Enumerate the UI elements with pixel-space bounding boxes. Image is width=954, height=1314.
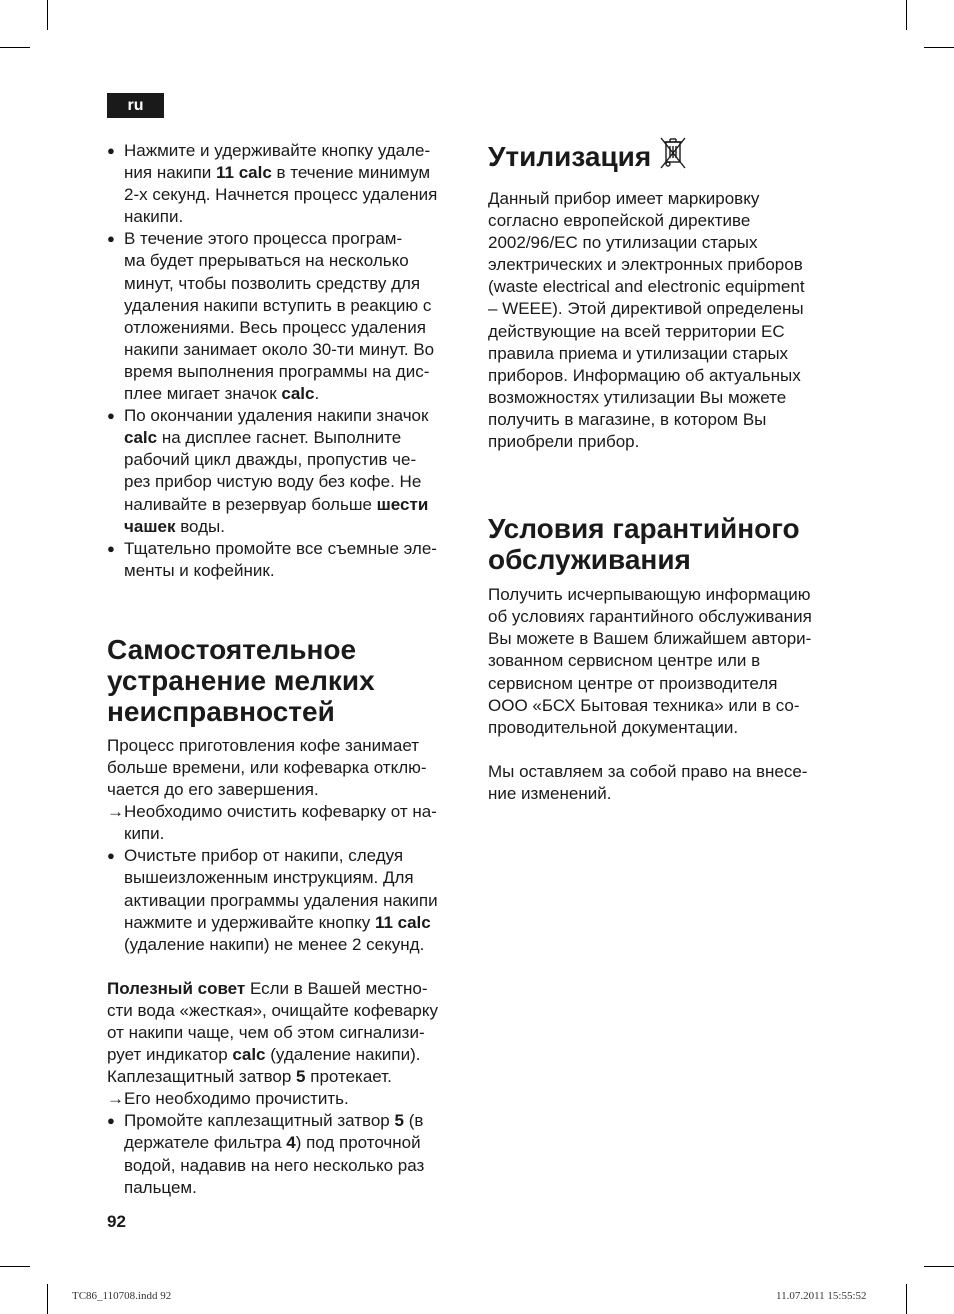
rinse-list bbox=[107, 1110, 467, 1198]
disposal-text: Данный прибор имеет маркировку согласно европейской директиве 2002/96/EC по утилизации старых электрических и электронных приборов (waste electrical and electronic equipment – WEEE). Этой директивой определены действующие на всей территории ЕС правила приема и утилизации старых приборов. Информацию об актуальных возможностях утилизации Вы можете получить в магазине, в котором Вы приобрели прибор. bbox=[488, 189, 805, 452]
problem-description: Процесс приготовления кофе занимает больше времени, или кофеварка отклю- чается до его завершения. bbox=[107, 735, 427, 800]
footer-file: TC86_110708.indd 92 bbox=[72, 1290, 172, 1302]
solution-arrow: → Его необходимо прочистить. bbox=[107, 1088, 467, 1110]
crop-mark bbox=[0, 47, 30, 48]
crop-mark bbox=[924, 1266, 954, 1267]
reservation-note: Мы оставляем за собой право на внесе- ние изменений. bbox=[488, 761, 808, 803]
crop-mark bbox=[47, 0, 48, 30]
crop-mark bbox=[924, 47, 954, 48]
crop-mark bbox=[906, 1284, 907, 1314]
solution-arrow: → Необходимо очистить кофеварку от на- кипи. bbox=[107, 801, 467, 845]
warranty-text: Получить исчерпывающую информацию об условиях гарантийного обслуживания Вы можете в Вашем ближайшем автори- зованном сервисном центре или в сервисном центре от производителя ООО «БСХ Бытовая техника» или в со- проводительной документации. bbox=[488, 585, 812, 737]
disposal-heading: Утилизация bbox=[488, 136, 848, 176]
list-item: ● Промойте каплезащитный затвор 5 (в держателе фильтра 4) под проточной водой, надавив на него несколько раз пальцем. bbox=[107, 1110, 467, 1198]
left-column bbox=[107, 140, 467, 1199]
descale-list bbox=[107, 845, 467, 955]
list-item: ● Нажмите и удерживайте кнопку удале- ния накипи 11 calc в течение минимум 2-х секунд. Начнется процесс удаления накипи. bbox=[107, 140, 467, 228]
crop-mark bbox=[906, 0, 907, 30]
list-item: ● Тщательно промойте все съемные эле- менты и кофейник. bbox=[107, 538, 467, 582]
page-number: 92 bbox=[107, 1212, 126, 1231]
language-tab: ru bbox=[107, 93, 164, 118]
right-column bbox=[488, 140, 848, 805]
problem-description: Каплезащитный затвор 5 протекает. bbox=[107, 1067, 392, 1087]
descaling-steps-list bbox=[107, 140, 467, 582]
footer-timestamp: 11.07.2011 15:55:52 bbox=[776, 1290, 867, 1302]
useful-tip: Полезный совет Если в Вашей местно- сти вода «жесткая», очищайте кофеварку от накипи чаще, чем об этом сигнализи- рует индикатор calc (удаление накипи). bbox=[107, 978, 439, 1065]
warranty-heading: Условия гарантийного обслуживания bbox=[488, 513, 800, 576]
crop-mark bbox=[0, 1266, 30, 1267]
list-item: ● Очистьте прибор от накипи, следуя вышеизложенным инструкциям. Для активации программы удаления накипи нажмите и удерживайте кнопку 11 calc (удаление накипи) не менее 2 секунд. bbox=[107, 845, 467, 955]
troubleshooting-heading: Самостоятельное устранение мелких неисправностей bbox=[107, 633, 375, 727]
crop-mark bbox=[47, 1284, 48, 1314]
list-item: ● По окончании удаления накипи значок calc на дисплее гаснет. Выполните рабочий цикл дважды, пропустив че- рез прибор чистую воду без кофе. Не наливайте в резервуар больше шести чашек воды. bbox=[107, 405, 467, 538]
crossed-out-wheelie-bin-icon bbox=[659, 136, 687, 176]
list-item: ● В течение этого процесса програм- ма будет прерываться на несколько минут, чтобы позволить средству для удаления накипи вступить в реакцию с отложениями. Весь процесс удаления накипи занимает около 30-ти минут. Во время выполнения программы на дис- плее мигает значок calc. bbox=[107, 228, 467, 405]
